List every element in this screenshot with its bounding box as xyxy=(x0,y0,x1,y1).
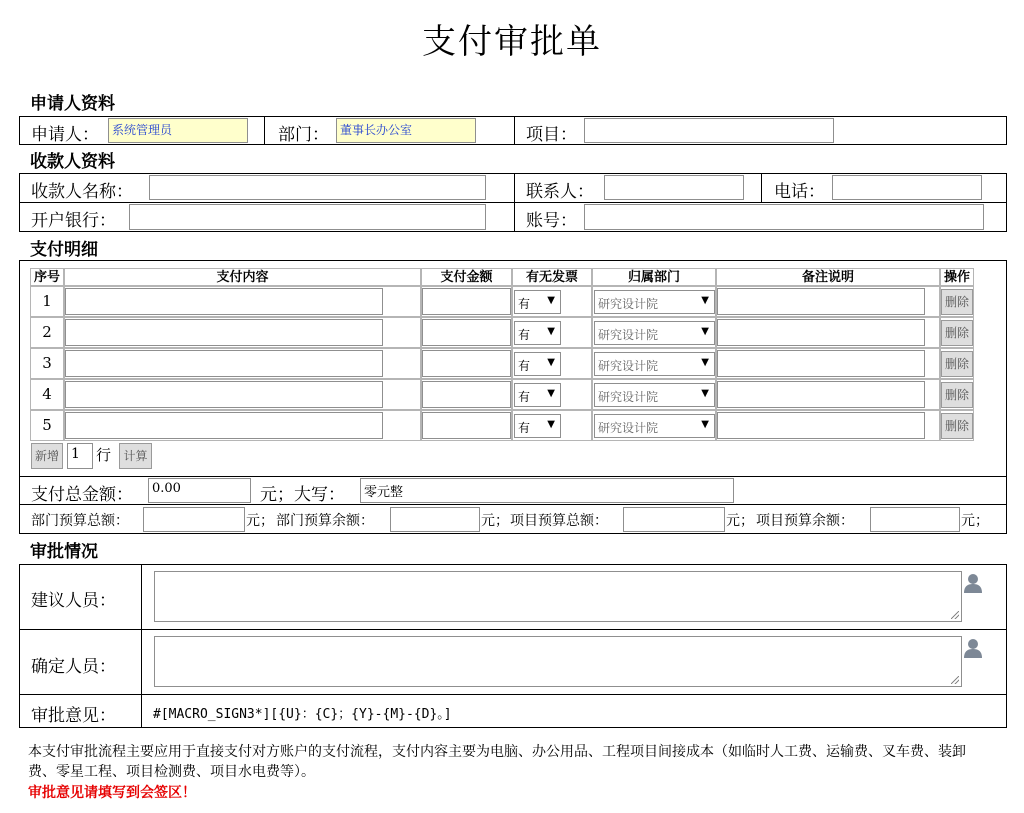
col-header-remark: 备注说明 xyxy=(716,268,940,286)
delete-row-button[interactable]: 删除 xyxy=(941,289,973,315)
content-field[interactable] xyxy=(65,319,383,346)
upper-label: 元；大写： xyxy=(260,485,345,505)
col-header-content: 支付内容 xyxy=(64,268,421,286)
col-header-no: 序号 xyxy=(30,268,64,286)
invoice-select[interactable] xyxy=(514,352,561,376)
row-number: 1 xyxy=(30,286,64,317)
total-label: 支付总金额： xyxy=(31,485,133,505)
chevron-down-icon: ▼ xyxy=(547,419,555,430)
chevron-down-icon: ▼ xyxy=(547,388,555,399)
opinion-value: #[MACRO_SIGN3*][{U}：{C}；{Y}-{M}-{D}。] xyxy=(153,707,452,722)
divider xyxy=(514,173,515,232)
invoice-value: 有 xyxy=(518,328,531,342)
proj-budget-left-label: 项目预算余额： xyxy=(756,513,854,529)
yuan-label: 元； xyxy=(481,513,509,529)
col-header-action: 操作 xyxy=(940,268,974,286)
suggest-textarea[interactable] xyxy=(154,571,962,622)
chevron-down-icon: ▼ xyxy=(701,388,709,399)
amount-field[interactable] xyxy=(422,350,511,377)
divider xyxy=(141,564,142,728)
divider xyxy=(19,629,1007,630)
form-title: 支付审批单 xyxy=(422,22,602,62)
invoice-select[interactable] xyxy=(514,290,561,314)
content-field[interactable] xyxy=(65,288,383,315)
footer-warning: 审批意见请填写到会签区！ xyxy=(28,785,196,801)
content-field[interactable] xyxy=(65,381,383,408)
chevron-down-icon: ▼ xyxy=(547,295,555,306)
row-number: 2 xyxy=(30,317,64,348)
footer-note: 本支付审批流程主要应用于直接支付对方账户的支付流程，支付内容主要为电脑、办公用品、工程项目间接成本（如临时人工费、运输费、叉车费、装卸费、零星工程、项目检测费、项目水电费等）。 xyxy=(28,744,966,780)
invoice-value: 有 xyxy=(518,421,531,435)
chevron-down-icon: ▼ xyxy=(701,326,709,337)
user-select-icon[interactable] xyxy=(962,637,984,659)
col-header-amount: 支付金额 xyxy=(421,268,512,286)
resize-grip-icon[interactable] xyxy=(951,611,959,619)
payee-name-field[interactable] xyxy=(149,175,486,200)
applicant-label: 申请人： xyxy=(31,125,99,145)
dept-select[interactable] xyxy=(594,383,715,407)
remark-field[interactable] xyxy=(717,350,925,377)
dept-budget-left-field[interactable] xyxy=(390,507,480,532)
confirm-label: 确定人员： xyxy=(31,657,116,677)
divider xyxy=(514,116,515,145)
project-label: 项目： xyxy=(526,125,577,145)
payee-name-label: 收款人名称： xyxy=(31,182,133,202)
remark-field[interactable] xyxy=(717,381,925,408)
content-field[interactable] xyxy=(65,350,383,377)
account-label: 账号： xyxy=(526,211,577,231)
content-field[interactable] xyxy=(65,412,383,439)
delete-row-button[interactable]: 删除 xyxy=(941,351,973,377)
dept-select[interactable] xyxy=(594,321,715,345)
dept-label: 部门： xyxy=(278,125,329,145)
row-number: 3 xyxy=(30,348,64,379)
dept-budget-left-label: 部门预算余额： xyxy=(276,513,374,529)
yuan-label: 元； xyxy=(246,513,274,529)
invoice-select[interactable] xyxy=(514,321,561,345)
user-select-icon[interactable] xyxy=(962,572,984,594)
divider xyxy=(761,173,762,202)
yuan-label: 元； xyxy=(961,513,989,529)
resize-grip-icon[interactable] xyxy=(951,676,959,684)
remark-field[interactable] xyxy=(717,412,925,439)
delete-row-button[interactable]: 删除 xyxy=(941,320,973,346)
dept-value: 研究设计院 xyxy=(598,328,659,342)
dept-value: 研究设计院 xyxy=(598,390,659,404)
chevron-down-icon: ▼ xyxy=(701,295,709,306)
proj-budget-total-label: 项目预算总额： xyxy=(510,513,608,529)
remark-field[interactable] xyxy=(717,288,925,315)
row-unit-label: 行 xyxy=(96,446,112,464)
dept-budget-total-field[interactable] xyxy=(143,507,245,532)
invoice-value: 有 xyxy=(518,359,531,373)
amount-field[interactable] xyxy=(422,412,511,439)
row-number: 4 xyxy=(30,379,64,410)
account-field[interactable] xyxy=(584,204,984,230)
calculate-button[interactable]: 计算 xyxy=(119,443,152,469)
total-amount-field[interactable]: 0.00 xyxy=(148,478,251,503)
approval-heading: 审批情况 xyxy=(30,542,98,562)
invoice-value: 有 xyxy=(518,390,531,404)
proj-budget-left-field[interactable] xyxy=(870,507,960,532)
bank-field[interactable] xyxy=(129,204,486,230)
phone-label: 电话： xyxy=(774,182,825,202)
phone-field[interactable] xyxy=(832,175,982,200)
contact-field[interactable] xyxy=(604,175,744,200)
contact-label: 联系人： xyxy=(526,182,594,202)
remark-field[interactable] xyxy=(717,319,925,346)
chevron-down-icon: ▼ xyxy=(547,357,555,368)
invoice-select[interactable] xyxy=(514,383,561,407)
upper-amount-field[interactable]: 零元整 xyxy=(360,478,734,503)
dept-value: 研究设计院 xyxy=(598,421,659,435)
dept-value: 研究设计院 xyxy=(598,297,659,311)
opinion-label: 审批意见： xyxy=(31,706,116,726)
dept-select[interactable] xyxy=(594,414,715,438)
dept-budget-total-label: 部门预算总额： xyxy=(31,513,129,529)
amount-field[interactable] xyxy=(422,288,511,315)
yuan-label: 元； xyxy=(726,513,754,529)
amount-field[interactable] xyxy=(422,319,511,346)
proj-budget-total-field[interactable] xyxy=(623,507,725,532)
invoice-value: 有 xyxy=(518,297,531,311)
add-row-button[interactable]: 新增 xyxy=(31,443,63,469)
divider xyxy=(19,694,1007,695)
chevron-down-icon: ▼ xyxy=(701,357,709,368)
suggest-label: 建议人员： xyxy=(31,591,116,611)
col-header-invoice: 有无发票 xyxy=(512,268,592,286)
applicant-heading: 申请人资料 xyxy=(30,94,115,114)
bank-label: 开户银行： xyxy=(31,211,116,231)
divider xyxy=(19,202,1007,203)
row-number: 5 xyxy=(30,410,64,441)
confirm-textarea[interactable] xyxy=(154,636,962,687)
dept-value: 研究设计院 xyxy=(598,359,659,373)
project-field[interactable] xyxy=(584,118,834,143)
applicant-field[interactable]: 系统管理员 xyxy=(108,118,248,143)
amount-field[interactable] xyxy=(422,381,511,408)
dept-select[interactable] xyxy=(594,290,715,314)
dept-field[interactable]: 董事长办公室 xyxy=(336,118,476,143)
chevron-down-icon: ▼ xyxy=(701,419,709,430)
payee-heading: 收款人资料 xyxy=(30,152,115,172)
divider xyxy=(264,116,265,145)
dept-select[interactable] xyxy=(594,352,715,376)
add-count-input[interactable]: 1 xyxy=(67,443,93,469)
invoice-select[interactable] xyxy=(514,414,561,438)
chevron-down-icon: ▼ xyxy=(547,326,555,337)
col-header-dept: 归属部门 xyxy=(592,268,716,286)
delete-row-button[interactable]: 删除 xyxy=(941,382,973,408)
delete-row-button[interactable]: 删除 xyxy=(941,413,973,439)
detail-heading: 支付明细 xyxy=(30,240,98,260)
